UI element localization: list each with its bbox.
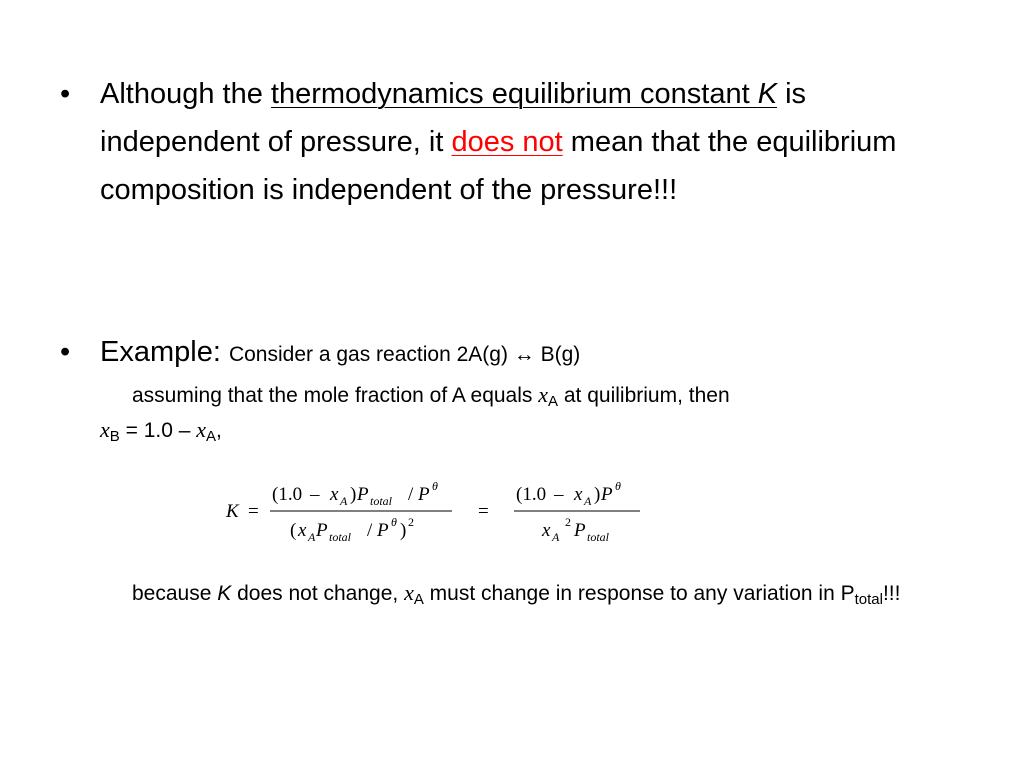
eq-minus: – bbox=[310, 484, 320, 505]
eq-sub-total: total bbox=[329, 530, 352, 544]
term-equilibrium-constant bbox=[271, 78, 777, 110]
text: assuming that the mole fraction of A equals bbox=[132, 384, 539, 407]
eq-sub-total: total bbox=[370, 494, 393, 508]
eq-theta: θ bbox=[432, 479, 438, 493]
eq-p: P bbox=[601, 484, 613, 505]
eq-equals: = bbox=[248, 501, 259, 522]
var-x: x bbox=[404, 580, 414, 605]
eq-close: ) bbox=[594, 484, 601, 505]
eq-p: P bbox=[357, 484, 369, 505]
eq-slash: / bbox=[408, 484, 414, 505]
eq-sub-total: total bbox=[587, 530, 610, 544]
text: must change in response to any variation in P bbox=[423, 582, 855, 605]
eq-p: P bbox=[316, 520, 328, 541]
emphasis-does-not: does not bbox=[451, 126, 563, 158]
eq-equals: = bbox=[478, 501, 489, 522]
conclusion-paragraph bbox=[100, 576, 970, 611]
eq-theta: θ bbox=[615, 479, 621, 493]
example-label: Example: bbox=[100, 336, 229, 368]
text: does not change, bbox=[231, 582, 405, 605]
var-x: x bbox=[196, 417, 207, 442]
sub-a: A bbox=[413, 591, 424, 608]
sub-a: A bbox=[206, 428, 217, 445]
eq-sub-a: A bbox=[308, 530, 316, 544]
eq-p: P bbox=[377, 520, 389, 541]
var-x: x bbox=[538, 382, 549, 407]
equation-svg bbox=[220, 472, 660, 552]
eq-square: 2 bbox=[408, 515, 414, 529]
bullet-marker: • bbox=[60, 336, 71, 368]
eq-p: P bbox=[418, 484, 430, 505]
text: because bbox=[132, 582, 218, 605]
eq-minus: – bbox=[554, 484, 564, 505]
eq-sub-a: A bbox=[340, 494, 348, 508]
text: mean that the equilibrium composition is independent of the pressure!!! bbox=[100, 126, 897, 206]
eq-open: (1.0 bbox=[516, 484, 547, 505]
symbol-k: K bbox=[757, 78, 778, 110]
sub-b: B bbox=[109, 428, 120, 445]
symbol-k: K bbox=[217, 582, 232, 605]
text: !!! bbox=[882, 582, 901, 605]
reaction-text: Consider a gas reaction 2A(g) ↔ B(g) bbox=[228, 343, 581, 366]
eq-open: (1.0 bbox=[272, 484, 303, 505]
eq-open: ( bbox=[290, 520, 297, 541]
eq-p: P bbox=[574, 520, 586, 541]
sub-total: total bbox=[854, 591, 883, 608]
eq-close: ) bbox=[400, 520, 407, 541]
eq-slash: / bbox=[367, 520, 373, 541]
var-x: x bbox=[100, 417, 110, 442]
text: = 1.0 – bbox=[119, 419, 197, 442]
equilibrium-equation bbox=[220, 472, 660, 552]
eq-x: x bbox=[298, 520, 307, 541]
text: is independent of pressure, it bbox=[100, 78, 807, 158]
eq-sub-a: A bbox=[584, 494, 592, 508]
bullet-example bbox=[100, 328, 980, 379]
eq-x: x bbox=[574, 484, 583, 505]
eq-k: K bbox=[226, 501, 239, 522]
eq-sub-a: A bbox=[552, 530, 560, 544]
sub-a: A bbox=[548, 393, 559, 410]
text: Although the bbox=[100, 78, 271, 110]
text: , bbox=[216, 419, 222, 442]
eq-x: x bbox=[330, 484, 339, 505]
bullet-marker: • bbox=[60, 78, 71, 110]
term-text: thermodynamics equilibrium constant bbox=[270, 78, 758, 110]
eq-close: ) bbox=[350, 484, 357, 505]
eq-theta: θ bbox=[391, 515, 397, 529]
bullet-independence-statement bbox=[100, 70, 940, 214]
assumption-paragraph bbox=[100, 378, 960, 448]
eq-x: x bbox=[542, 520, 551, 541]
text: at quilibrium, then bbox=[558, 384, 730, 407]
eq-square: 2 bbox=[565, 515, 571, 529]
